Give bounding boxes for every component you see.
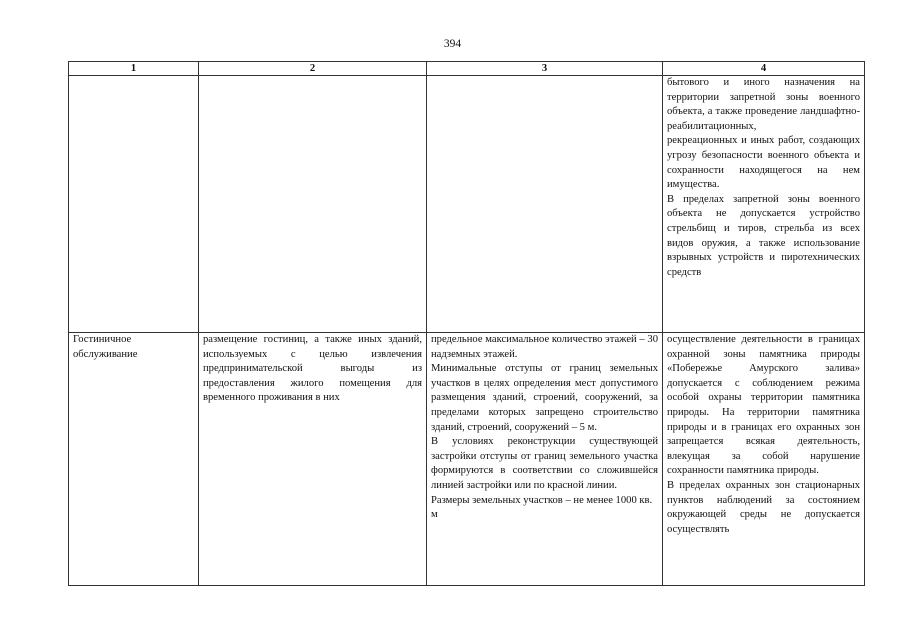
column-header-1: 1: [69, 62, 199, 76]
parameters-paragraph-2: Минимальные отступы от границ земельных участков в целях определения мест допустимого размещения зданий, строений, сооружений, за пределами которых запрещено строительство зданий, строений, сооружений – 5 м.: [431, 363, 658, 433]
document-table: [68, 61, 865, 586]
cell-use-description: [199, 333, 427, 586]
cell-continuation-col2: [199, 76, 427, 333]
column-header-3: 3: [427, 62, 663, 76]
cell-restrictions: [663, 333, 865, 586]
continuation-paragraph-2: рекреационных и иных работ, создающих угрозу безопасности военного объекта и сохранности находящегося на нем имущества.: [667, 135, 860, 191]
restrictions-paragraph-2: В пределах охранных зон стационарных пунктов наблюдений за состоянием окружающей среды не допускается осуществлять: [667, 479, 860, 535]
parameters-paragraph-4: Размеры земельных участков – не менее 1000 кв. м: [431, 494, 653, 521]
cell-use-type: [69, 333, 199, 586]
cell-parameters: [427, 333, 663, 586]
use-description-text: размещение гостиниц, а также иных зданий, используемых с целью извлечения предпринимательской выгоды из предоставления жилого помещения для временного проживания в них: [203, 334, 422, 404]
table-row-continuation: [69, 76, 865, 333]
cell-continuation-col4: [663, 76, 865, 333]
parameters-paragraph-3: В условиях реконструкции существующей застройки отступы от границ земельного участка формируются в соответствии со сложившейся линией застройки или по красной линии.: [431, 436, 658, 491]
page-number: 394: [443, 38, 462, 50]
cell-continuation-col1: [69, 76, 199, 333]
continuation-paragraph-1: бытового и иного назначения на территории запретной зоны военного объекта, а также проведение ландшафтно-реабилитационных,: [667, 77, 860, 132]
table-row-hotel-service: [69, 333, 865, 586]
continuation-paragraph-3: В пределах запретной зоны военного объекта не допускается устройство стрельбищ и тиров, стрельба из всех видов оружия, а также использование взрывных устройств и пиротехнических средств: [667, 193, 860, 278]
column-header-2: 2: [199, 62, 427, 76]
restrictions-paragraph-1: осуществление деятельности в границах охранной зоны памятника природы «Побережье Амурского залива» допускается с соблюдением режима особой охраны территории памятника природы. На территории памятника природы и в границах его охранных зон запрещается всякая деятельность, влекущая за собой нарушение сохранности памятника природы.: [667, 334, 860, 477]
column-header-4: 4: [663, 62, 865, 76]
parameters-paragraph-1: предельное максимальное количество этажей – 30 надземных этажей.: [431, 334, 658, 360]
use-type-name: Гостиничное обслуживание: [73, 334, 138, 360]
table-header-row: [69, 62, 865, 76]
cell-continuation-col3: [427, 76, 663, 333]
